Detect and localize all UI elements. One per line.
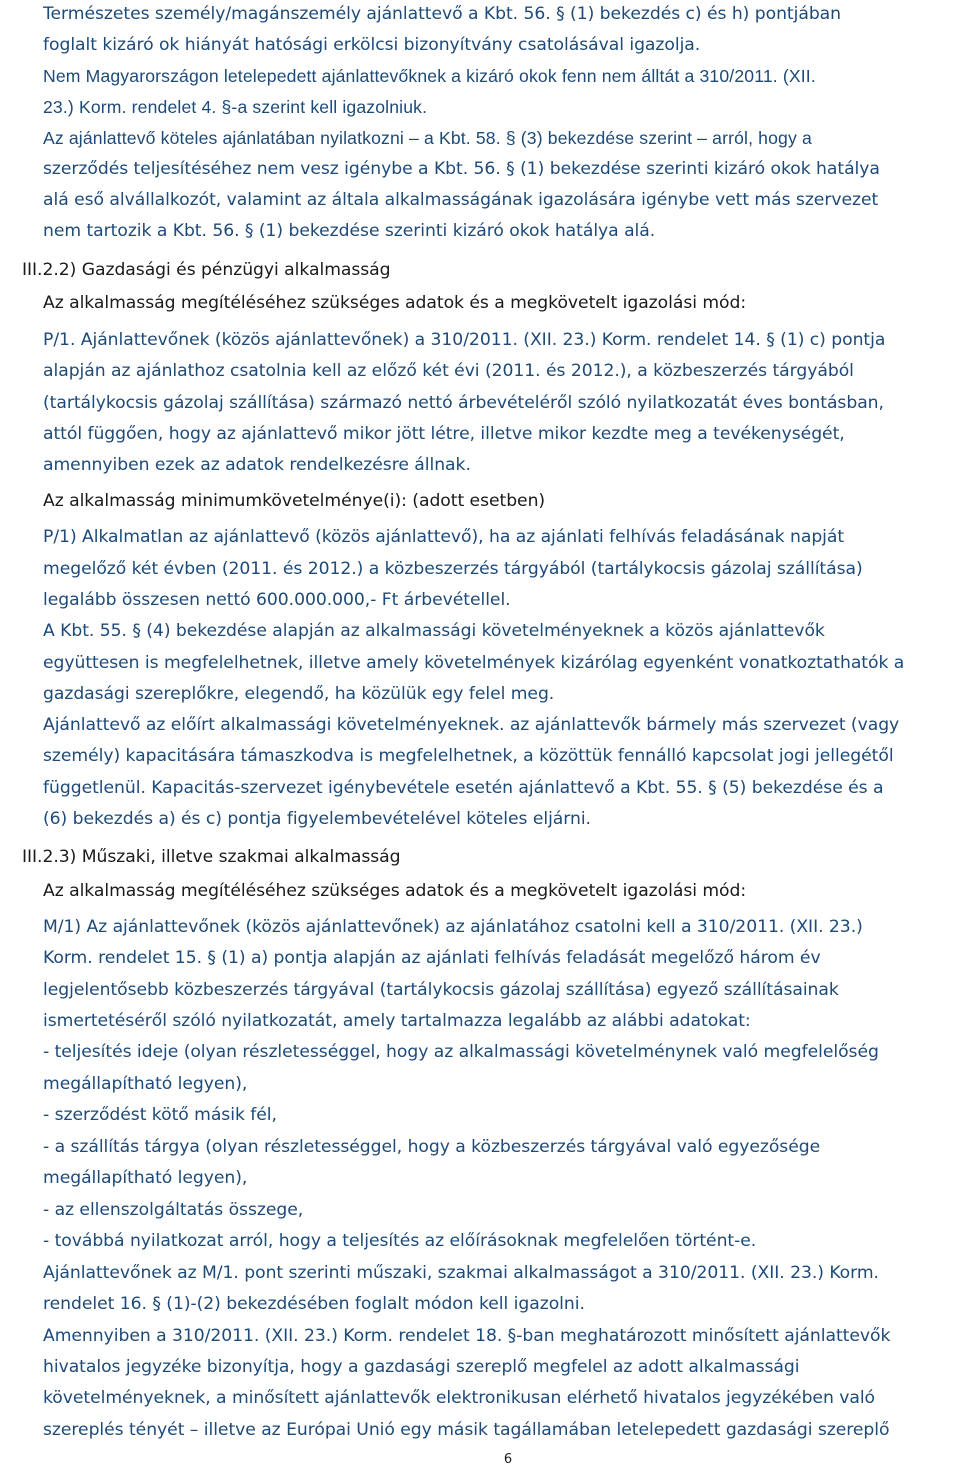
list-item: - szerződést kötő másik fél,: [43, 1105, 277, 1125]
text-line: Korm. rendelet 15. § (1) a) pontja alapján az ajánlati felhívás feladását megelőző három év: [43, 948, 821, 968]
text-line: gazdasági szereplőkre, elegendő, ha közülük egy felel meg.: [43, 684, 555, 704]
text-line: P/1) Alkalmatlan az ajánlattevő (közös ajánlattevő), ha az ajánlati felhívás feladásának napját: [43, 527, 845, 547]
text-line: amennyiben ezek az adatok rendelkezésre állnak.: [43, 455, 471, 475]
text-line: megelőző két évben (2011. és 2012.) a közbeszerzés tárgyából (tartálykocsis gázolaj szállítása): [43, 559, 863, 579]
section-heading: III.2.3) Műszaki, illetve szakmai alkalmasság: [22, 847, 401, 867]
text-line: M/1) Az ajánlattevőnek (közös ajánlattevőnek) az ajánlatához csatolni kell a 310/2011. (XII. 23.): [43, 917, 863, 937]
list-item: - az ellenszolgáltatás összege,: [43, 1200, 304, 1220]
text-line: hivatalos jegyzéke bizonyítja, hogy a gazdasági szereplő megfelel az adott alkalmassági: [43, 1357, 800, 1377]
text-line: Az ajánlattevő köteles ajánlatában nyilatkozni – a Kbt. 58. § (3) bekezdése szerint – arról, hogy a: [43, 128, 812, 148]
text-line: Ajánlattevőnek az M/1. pont szerinti műszaki, szakmai alkalmasságot a 310/2011. (XII. 23.) Korm.: [43, 1263, 879, 1283]
page-number: 6: [503, 1452, 513, 1467]
text-line: (tartálykocsis gázolaj szállítása) származó nettó árbevételéről szóló nyilatkozatát éves bontásban,: [43, 393, 884, 413]
text-line: attól függően, hogy az ajánlattevő mikor jött létre, illetve mikor kezdte meg a tevékenységét,: [43, 424, 845, 444]
text-line: foglalt kizáró ok hiányát hatósági erkölcsi bizonyítvány csatolásával igazolja.: [43, 35, 701, 55]
text-line: Ajánlattevő az előírt alkalmassági követelményeknek. az ajánlattevők bármely más szervezet (vagy: [43, 715, 900, 735]
text-line: szerződés teljesítéséhez nem vesz igénybe a Kbt. 56. § (1) bekezdése szerinti kizáró okok hatálya: [43, 159, 880, 179]
text-line: Nem Magyarországon letelepedett ajánlattevőknek a kizáró okok fenn nem álltát a 310/2011. (XII.: [43, 66, 816, 86]
text-line: függetlenül. Kapacitás-szervezet igénybevétele esetén ajánlattevő a Kbt. 55. § (5) bekezdése és a: [43, 778, 884, 798]
text-line: személy) kapacitására támaszkodva is megfelelhetnek, a közöttük fennálló kapcsolat jogi jellegétől: [43, 746, 894, 766]
list-item: - teljesítés ideje (olyan részletességgel, hogy az alkalmassági követelménynek való megfelelőség: [43, 1042, 879, 1062]
list-item: - a szállítás tárgya (olyan részletességgel, hogy a közbeszerzés tárgyával való egyezősége: [43, 1137, 821, 1157]
text-line: legalább összesen nettó 600.000.000,- Ft árbevétellel.: [43, 590, 511, 610]
text-line: ismertetéséről szóló nyilatkozatát, amely tartalmazza legalább az alábbi adatokat:: [43, 1011, 751, 1031]
text-line: 23.) Korm. rendelet 4. §-a szerint kell igazolniuk.: [43, 97, 428, 117]
text-line: szereplés tényét – illetve az Európai Unió egy másik tagállamában letelepedett gazdasági szereplő: [43, 1420, 890, 1440]
text-line: A Kbt. 55. § (4) bekezdése alapján az alkalmassági követelményeknek a közös ajánlattevők: [43, 621, 825, 641]
list-item: - továbbá nyilatkozat arról, hogy a teljesítés az előírásoknak megfelelően történt-e.: [43, 1231, 757, 1251]
subheading: Az alkalmasság megítéléséhez szükséges adatok és a megkövetelt igazolási mód:: [43, 293, 747, 313]
text-line: együttesen is megfelelhetnek, illetve amely követelmények kizárólag egyenként vonatkoztathatók a: [43, 653, 905, 673]
text-line: megállapítható legyen),: [43, 1074, 248, 1094]
text-line: alapján az ajánlathoz csatolnia kell az előző két évi (2011. és 2012.), a közbeszerzés tárgyából: [43, 361, 854, 381]
text-line: nem tartozik a Kbt. 56. § (1) bekezdése szerinti kizáró okok hatálya alá.: [43, 221, 656, 241]
text-line: legjelentősebb közbeszerzés tárgyával (tartálykocsis gázolaj szállítása) egyező szállításainak: [43, 980, 839, 1000]
text-line: követelményeknek, a minősített ajánlattevők elektronikusan elérhető hivatalos jegyzékében való: [43, 1388, 876, 1408]
text-line: P/1. Ajánlattevőnek (közös ajánlattevőnek) a 310/2011. (XII. 23.) Korm. rendelet 14. § (1) c) pontja: [43, 330, 886, 350]
subheading: Az alkalmasság minimumkövetelménye(i): (adott esetben): [43, 491, 546, 511]
text-line: Amennyiben a 310/2011. (XII. 23.) Korm. rendelet 18. §-ban meghatározott minősített ajánlattevők: [43, 1326, 891, 1346]
section-heading: III.2.2) Gazdasági és pénzügyi alkalmasság: [22, 260, 391, 280]
subheading: Az alkalmasság megítéléséhez szükséges adatok és a megkövetelt igazolási mód:: [43, 881, 747, 901]
text-line: megállapítható legyen),: [43, 1168, 248, 1188]
text-line: rendelet 16. § (1)-(2) bekezdésében foglalt módon kell igazolni.: [43, 1294, 585, 1314]
text-line: alá eső alvállalkozót, valamint az általa alkalmasságának igazolására igénybe vett más szervezet: [43, 190, 879, 210]
text-line: (6) bekezdés a) és c) pontja figyelembevételével köteles eljárni.: [43, 809, 591, 829]
text-line: Természetes személy/magánszemély ajánlattevő a Kbt. 56. § (1) bekezdés c) és h) pontjában: [43, 4, 842, 24]
